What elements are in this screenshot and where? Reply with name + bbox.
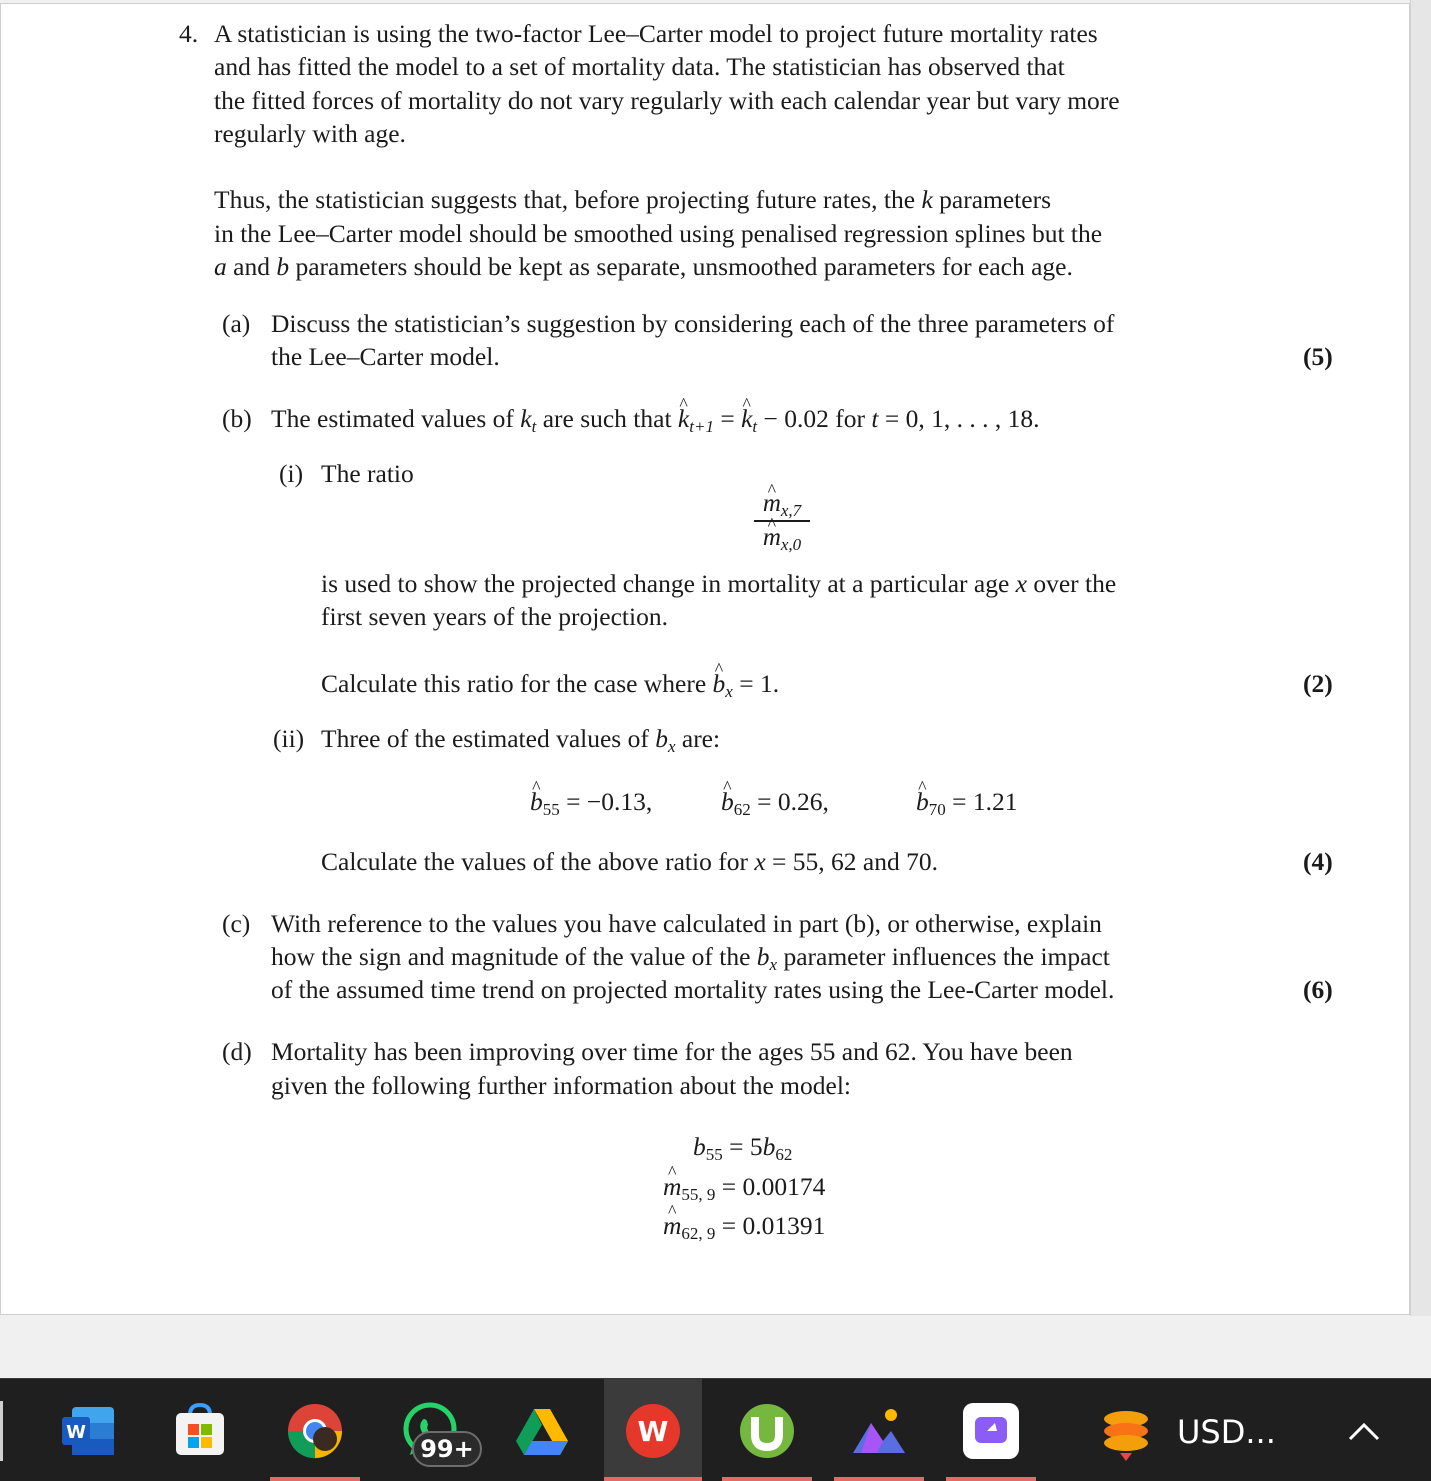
part-a-line-1: Discuss the statistician’s suggestion by considering each of the three parameters of bbox=[271, 309, 1115, 338]
part-b-ii-calc: Calculate the values of the above ratio for x = 55, 62 and 70. bbox=[321, 847, 938, 876]
store-icon bbox=[170, 1401, 230, 1461]
part-a-marks: (5) bbox=[1303, 342, 1333, 371]
clipchamp-icon bbox=[961, 1401, 1021, 1461]
vertical-scrollbar[interactable] bbox=[1410, 0, 1431, 1316]
equation-m55: ^ $m_{55, 9} = 0.00174$ bbox=[663, 1170, 825, 1204]
ratio-numerator: ^ $m_{x,7}$ bbox=[750, 488, 814, 520]
taskbar-wps[interactable] bbox=[604, 1379, 702, 1481]
part-b-i-calc: Calculate this ratio for the case where ^ $b_x = 1$. bbox=[321, 667, 779, 701]
intro-line-3: the fitted forces of mortality do not vary regularly with each calendar year but vary more bbox=[214, 86, 1120, 115]
whatsapp-unread-badge: 99+ bbox=[412, 1431, 482, 1467]
utorrent-active-indicator bbox=[722, 1477, 812, 1481]
photos-active-indicator bbox=[834, 1477, 924, 1481]
svg-text:W: W bbox=[66, 1422, 86, 1443]
part-b-label: (b) bbox=[222, 404, 252, 433]
wps-icon bbox=[623, 1401, 683, 1461]
part-d-line-2: given the following further information about the model: bbox=[271, 1071, 851, 1100]
para2-line-1: Thus, the statistician suggests that, before projecting future rates, the k parameters bbox=[214, 185, 1051, 214]
part-c-marks: (6) bbox=[1303, 975, 1333, 1004]
taskbar-store[interactable] bbox=[155, 1379, 245, 1481]
b55-value: ^ $b_{55} = -0.13$, bbox=[530, 785, 652, 819]
clipchamp-active-indicator bbox=[946, 1477, 1036, 1481]
ratio-fraction bbox=[750, 488, 814, 554]
photos-icon bbox=[849, 1401, 909, 1461]
part-c-label: (c) bbox=[222, 909, 251, 938]
b70-value: ^ $b_{70} = 1.21$ bbox=[916, 785, 1018, 819]
svg-text:W: W bbox=[637, 1415, 669, 1448]
currency-icon[interactable] bbox=[1098, 1403, 1158, 1463]
word-icon bbox=[58, 1401, 118, 1461]
intro-line-1: A statistician is using the two-factor Lee–Carter model to project future mortality rates bbox=[214, 19, 1098, 48]
part-b-ii-label: (ii) bbox=[273, 724, 305, 753]
taskbar-edge bbox=[0, 1401, 3, 1461]
intro-line-2: and has fitted the model to a set of mortality data. The statistician has observed that bbox=[214, 52, 1065, 81]
part-b-i-intro: The ratio bbox=[321, 459, 414, 488]
ratio-denominator: ^ $m_{x,0}$ bbox=[750, 522, 814, 554]
part-c-line-2: how the sign and magnitude of the value of the $b_x$ parameter influences the impact bbox=[271, 942, 1110, 974]
part-b-line: The estimated values of $k_t$ are such that ^ $k_{t+1}$ = ^ $k_t - 0.02$ for t = 0, 1, . . . , 18. bbox=[271, 402, 1040, 436]
part-d-label: (d) bbox=[222, 1037, 252, 1066]
b62-value: ^ $b_{62} = 0.26$, bbox=[721, 785, 829, 819]
para2-line-3: a and b parameters should be kept as separate, unsmoothed parameters for each age. bbox=[214, 252, 1073, 281]
chevron-up-icon[interactable] bbox=[1346, 1417, 1382, 1445]
taskbar-clipchamp[interactable] bbox=[946, 1379, 1036, 1481]
part-c-line-3: of the assumed time trend on projected mortality rates using the Lee-Carter model. bbox=[271, 975, 1115, 1004]
taskbar-utorrent[interactable] bbox=[722, 1379, 812, 1481]
intro-line-4: regularly with age. bbox=[214, 119, 406, 148]
part-c-line-1: With reference to the values you have calculated in part (b), or otherwise, explain bbox=[271, 909, 1102, 938]
part-b-ii-marks: (4) bbox=[1303, 847, 1333, 876]
part-d-line-1: Mortality has been improving over time for the ages 55 and 62. You have been bbox=[271, 1037, 1073, 1066]
wps-active-indicator bbox=[604, 1477, 702, 1481]
taskbar-word[interactable] bbox=[43, 1379, 133, 1481]
currency-widget-label[interactable]: USD... bbox=[1177, 1413, 1276, 1451]
part-b-i-label: (i) bbox=[279, 459, 304, 488]
para2-line-2: in the Lee–Carter model should be smoothed using penalised regression splines but the bbox=[214, 219, 1103, 248]
chrome-active-indicator bbox=[270, 1477, 360, 1481]
part-b-ii-intro: Three of the estimated values of $b_x$ are: bbox=[321, 724, 721, 756]
part-b-i-line-1: is used to show the projected change in mortality at a particular age x over the bbox=[321, 569, 1117, 598]
part-b-i-marks: (2) bbox=[1303, 669, 1333, 698]
taskbar-chrome[interactable] bbox=[270, 1379, 360, 1481]
taskbar-photos[interactable] bbox=[834, 1379, 924, 1481]
equation-b55: $b_{55} = 5b_{62}$ bbox=[693, 1132, 793, 1164]
chrome-icon bbox=[285, 1401, 345, 1461]
drive-icon bbox=[512, 1401, 572, 1461]
taskbar-drive[interactable] bbox=[497, 1379, 587, 1481]
part-a-line-2: the Lee–Carter model. bbox=[271, 342, 500, 371]
equation-m62: ^ $m_{62, 9} = 0.01391$ bbox=[663, 1209, 825, 1243]
question-number: 4. bbox=[179, 19, 199, 48]
part-b-i-line-2: first seven years of the projection. bbox=[321, 602, 668, 631]
part-a-label: (a) bbox=[222, 309, 251, 338]
utorrent-icon bbox=[737, 1401, 797, 1461]
